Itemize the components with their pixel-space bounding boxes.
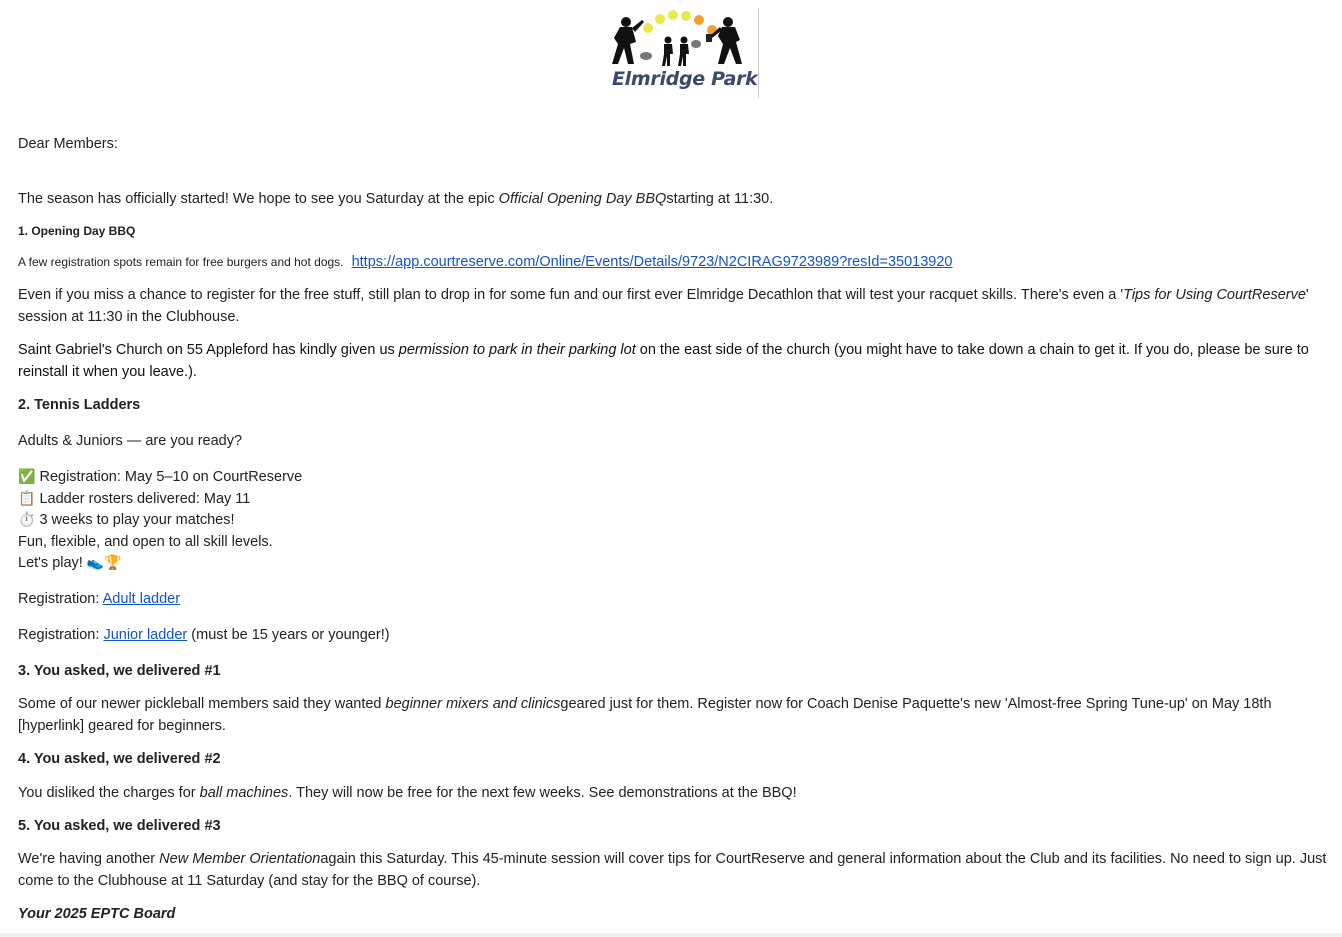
section4-heading: 4. You asked, we delivered #2	[18, 751, 221, 767]
tips-session-name: Tips for Using CourtReserve	[1123, 287, 1306, 303]
ladders-lets-play	[18, 553, 302, 575]
ladders-details	[18, 467, 302, 575]
section3-heading: 3. You asked, we delivered #1	[18, 663, 221, 679]
players-silhouette-icon	[608, 8, 760, 70]
adult-ladder-label: Registration:	[18, 591, 103, 607]
bottom-strip	[0, 933, 1342, 937]
junior-ladder-label: Registration:	[18, 627, 104, 643]
decathlon-text: Even if you miss a chance to register for the free stuff, still plan to drop in for some fun and our first ever Elmridge Decathlon that will test your racquet skills. There's even a '	[18, 287, 1124, 303]
shoe-trophy-icon: 👟🏆	[86, 555, 122, 571]
intro-time: starting at 11:30.	[666, 191, 774, 207]
ladders-fun-line: Fun, flexible, and open to all skill levels.	[18, 533, 273, 550]
adult-ladder-registration	[18, 589, 180, 611]
parking-permission: permission to park in their parking lot	[398, 342, 636, 358]
section1-heading: 1. Opening Day BBQ	[18, 224, 136, 238]
parking-details: on the east side of the church (you might have to take down a chain to get it. If you do, please be sure to reinstall it when you leave.).	[18, 342, 1309, 380]
section4-emphasis: ball machines	[199, 785, 289, 801]
section5-heading: 5. You asked, we delivered #3	[18, 818, 221, 834]
adult-ladder-link[interactable]: Adult ladder	[102, 591, 181, 607]
section5-text: We're having another	[18, 851, 160, 867]
intro-paragraph	[18, 189, 773, 211]
section4-text: You disliked the charges for	[18, 785, 200, 801]
section3-text: Some of our newer pickleball members said they wanted	[18, 696, 386, 712]
section4-details: . They will now be free for the next few weeks. See demonstrations at the BBQ!	[288, 785, 797, 801]
intro-text: The season has officially started! We hope to see you Saturday at the epic	[18, 191, 499, 207]
section4-paragraph	[18, 783, 797, 805]
ladders-item-rosters	[18, 489, 302, 511]
section5-paragraph	[18, 849, 1336, 892]
junior-ladder-note: (must be 15 years or younger!)	[187, 627, 390, 643]
ladders-item-weeks	[18, 510, 302, 532]
ladders-item-rosters-text: Ladder rosters delivered: May 11	[35, 490, 251, 507]
section5-details: again this Saturday. This 45-minute session will cover tips for CourtReserve and general information about the Club and its facilities. No need to sign up. Just come to the Clubhouse at 11 Saturday (and stay for the BBQ of course).	[18, 851, 1327, 889]
tips-session-details: ' session at 11:30 in the Clubhouse.	[18, 287, 1309, 325]
bbq-registration-text: A few registration spots remain for free burgers and hot dogs.	[18, 255, 344, 269]
lets-play-text: Let's play!	[18, 555, 87, 571]
ladders-question: Adults & Juniors — are you ready?	[18, 433, 243, 449]
intro-event-name: Official Opening Day BBQ	[498, 191, 667, 207]
junior-ladder-registration	[18, 625, 390, 647]
section3-emphasis: beginner mixers and clinics	[385, 696, 561, 712]
section3-paragraph	[18, 694, 1336, 737]
ladders-item-registration-text: Registration: May 5–10 on CourtReserve	[35, 469, 303, 485]
greeting: Dear Members:	[18, 136, 118, 152]
check-icon: ✅	[18, 469, 36, 485]
ladders-item-registration	[18, 467, 302, 489]
section2-heading: 2. Tennis Ladders	[18, 397, 141, 413]
junior-ladder-link[interactable]: Junior ladder	[103, 627, 188, 643]
signature: Your 2025 EPTC Board	[18, 906, 176, 922]
bbq-registration-line	[18, 252, 952, 274]
logo-divider	[758, 8, 759, 98]
logo-wordmark: Elmridge Park	[612, 68, 758, 90]
section1-paragraph1	[18, 285, 1336, 328]
club-logo	[608, 8, 760, 98]
bbq-registration-link[interactable]: https://app.courtreserve.com/Online/Events/Details/9723/N2CIRAG9723989?resId=35013920	[351, 254, 953, 270]
clipboard-icon: 📋	[18, 490, 36, 507]
parking-text: Saint Gabriel's Church on 55 Appleford has kindly given us	[18, 342, 399, 358]
section3-details: geared just for them. Register now for Coach Denise Paquette's new 'Almost-free Spring Tune-up' on May 18th [hyperlink] geared for beginners.	[18, 696, 1272, 734]
section5-emphasis: New Member Orientation	[159, 851, 321, 867]
stopwatch-icon: ⏱️	[18, 512, 36, 528]
section1-paragraph2	[18, 340, 1336, 383]
ladders-item-weeks-text: 3 weeks to play your matches!	[35, 512, 235, 528]
